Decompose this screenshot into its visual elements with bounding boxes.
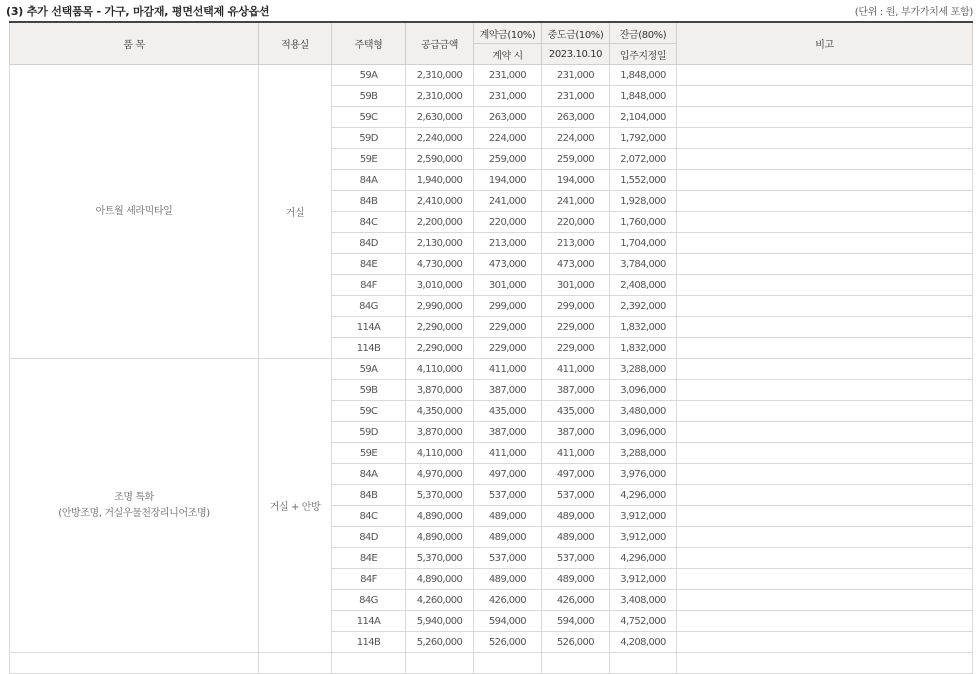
- unit-note: (단위 : 원, 부가가치세 포함): [854, 7, 973, 18]
- middle-cell: 537,000: [542, 548, 610, 569]
- middle-cell: 231,000: [542, 86, 610, 107]
- supply-cell: 2,590,000: [406, 149, 474, 170]
- col-subheader-middle: 2023.10.10: [542, 44, 610, 65]
- balance-cell: 1,760,000: [610, 212, 677, 233]
- note-cell: [677, 422, 973, 443]
- middle-cell: 497,000: [542, 464, 610, 485]
- middle-cell: 411,000: [542, 443, 610, 464]
- middle-cell: 411,000: [542, 359, 610, 380]
- type-cell: 59C: [332, 107, 406, 128]
- note-cell: [677, 149, 973, 170]
- note-cell: [677, 485, 973, 506]
- note-cell: [677, 254, 973, 275]
- deposit-cell: 489,000: [474, 527, 542, 548]
- type-cell: 84B: [332, 191, 406, 212]
- deposit-cell: 411,000: [474, 443, 542, 464]
- middle-cell: 489,000: [542, 506, 610, 527]
- supply-cell: 2,130,000: [406, 233, 474, 254]
- note-cell: [677, 464, 973, 485]
- middle-cell: 489,000: [542, 527, 610, 548]
- balance-cell: 1,848,000: [610, 86, 677, 107]
- deposit-cell: 259,000: [474, 149, 542, 170]
- item-name: 아트월 세라믹타일: [95, 205, 173, 217]
- empty-cell: [332, 653, 406, 674]
- type-cell: 114A: [332, 317, 406, 338]
- type-cell: 59B: [332, 380, 406, 401]
- room-cell: 거실 + 안방: [259, 359, 332, 653]
- supply-cell: 5,370,000: [406, 485, 474, 506]
- deposit-cell: 220,000: [474, 212, 542, 233]
- type-cell: 84A: [332, 170, 406, 191]
- type-cell: 84F: [332, 569, 406, 590]
- supply-cell: 2,630,000: [406, 107, 474, 128]
- balance-cell: 3,288,000: [610, 359, 677, 380]
- type-cell: 114A: [332, 611, 406, 632]
- note-cell: [677, 380, 973, 401]
- deposit-cell: 594,000: [474, 611, 542, 632]
- type-cell: 84A: [332, 464, 406, 485]
- note-cell: [677, 569, 973, 590]
- supply-cell: 4,970,000: [406, 464, 474, 485]
- deposit-cell: 229,000: [474, 338, 542, 359]
- type-cell: 84C: [332, 212, 406, 233]
- col-header-item: 품 목: [10, 22, 259, 65]
- table-header: [10, 22, 973, 65]
- col-header-middle: 중도금(10%): [542, 22, 610, 44]
- middle-cell: 387,000: [542, 422, 610, 443]
- type-cell: 59A: [332, 359, 406, 380]
- balance-cell: 1,552,000: [610, 170, 677, 191]
- middle-cell: 301,000: [542, 275, 610, 296]
- supply-cell: 2,990,000: [406, 296, 474, 317]
- note-cell: [677, 275, 973, 296]
- middle-cell: 213,000: [542, 233, 610, 254]
- item-subname: (안방조명, 거실우물천장리니어조명): [58, 507, 210, 519]
- type-cell: 59B: [332, 86, 406, 107]
- table-body: [10, 65, 973, 674]
- note-cell: [677, 632, 973, 653]
- middle-cell: 387,000: [542, 380, 610, 401]
- balance-cell: 3,784,000: [610, 254, 677, 275]
- type-cell: 84E: [332, 548, 406, 569]
- balance-cell: 4,752,000: [610, 611, 677, 632]
- table-row: [10, 653, 973, 674]
- middle-cell: 426,000: [542, 590, 610, 611]
- type-cell: 59A: [332, 65, 406, 86]
- section-header: [0, 0, 979, 20]
- supply-cell: 2,310,000: [406, 65, 474, 86]
- note-cell: [677, 338, 973, 359]
- supply-cell: 4,890,000: [406, 569, 474, 590]
- note-cell: [677, 359, 973, 380]
- col-subheader-balance: 입주지정일: [610, 44, 677, 65]
- empty-cell: [474, 653, 542, 674]
- deposit-cell: 213,000: [474, 233, 542, 254]
- supply-cell: 2,290,000: [406, 317, 474, 338]
- balance-cell: 1,928,000: [610, 191, 677, 212]
- type-cell: 84G: [332, 590, 406, 611]
- supply-cell: 4,350,000: [406, 401, 474, 422]
- note-cell: [677, 191, 973, 212]
- type-cell: 59E: [332, 149, 406, 170]
- item-name: 조명 특화: [114, 491, 154, 503]
- balance-cell: 3,408,000: [610, 590, 677, 611]
- note-cell: [677, 128, 973, 149]
- supply-cell: 1,940,000: [406, 170, 474, 191]
- type-cell: 84B: [332, 485, 406, 506]
- note-cell: [677, 527, 973, 548]
- balance-cell: 3,912,000: [610, 569, 677, 590]
- supply-cell: 3,870,000: [406, 422, 474, 443]
- middle-cell: 259,000: [542, 149, 610, 170]
- middle-cell: 194,000: [542, 170, 610, 191]
- type-cell: 84C: [332, 506, 406, 527]
- middle-cell: 489,000: [542, 569, 610, 590]
- supply-cell: 4,260,000: [406, 590, 474, 611]
- middle-cell: 229,000: [542, 317, 610, 338]
- item-name-cell: [10, 359, 259, 653]
- col-header-room: 적용실: [259, 22, 332, 65]
- note-cell: [677, 611, 973, 632]
- empty-cell: [406, 653, 474, 674]
- balance-cell: 3,096,000: [610, 380, 677, 401]
- deposit-cell: 241,000: [474, 191, 542, 212]
- middle-cell: 224,000: [542, 128, 610, 149]
- note-cell: [677, 548, 973, 569]
- deposit-cell: 426,000: [474, 590, 542, 611]
- supply-cell: 4,730,000: [406, 254, 474, 275]
- note-cell: [677, 443, 973, 464]
- middle-cell: 526,000: [542, 632, 610, 653]
- note-cell: [677, 506, 973, 527]
- option-price-table: [9, 21, 973, 674]
- note-cell: [677, 401, 973, 422]
- type-cell: 59D: [332, 422, 406, 443]
- middle-cell: 241,000: [542, 191, 610, 212]
- table-row: [10, 65, 973, 86]
- deposit-cell: 263,000: [474, 107, 542, 128]
- deposit-cell: 497,000: [474, 464, 542, 485]
- supply-cell: 2,240,000: [406, 128, 474, 149]
- deposit-cell: 387,000: [474, 380, 542, 401]
- supply-cell: 5,940,000: [406, 611, 474, 632]
- deposit-cell: 387,000: [474, 422, 542, 443]
- type-cell: 114B: [332, 338, 406, 359]
- middle-cell: 299,000: [542, 296, 610, 317]
- deposit-cell: 231,000: [474, 65, 542, 86]
- supply-cell: 5,260,000: [406, 632, 474, 653]
- deposit-cell: 435,000: [474, 401, 542, 422]
- type-cell: 84F: [332, 275, 406, 296]
- note-cell: [677, 107, 973, 128]
- type-cell: 84G: [332, 296, 406, 317]
- col-header-note: 비고: [677, 22, 973, 65]
- note-cell: [677, 296, 973, 317]
- balance-cell: 2,104,000: [610, 107, 677, 128]
- col-header-type: 주택형: [332, 22, 406, 65]
- note-cell: [677, 212, 973, 233]
- col-header-deposit: 계약금(10%): [474, 22, 542, 44]
- deposit-cell: 537,000: [474, 548, 542, 569]
- middle-cell: 231,000: [542, 65, 610, 86]
- middle-cell: 435,000: [542, 401, 610, 422]
- deposit-cell: 229,000: [474, 317, 542, 338]
- balance-cell: 4,208,000: [610, 632, 677, 653]
- table-row: [10, 359, 973, 380]
- note-cell: [677, 65, 973, 86]
- supply-cell: 4,890,000: [406, 527, 474, 548]
- supply-cell: 2,200,000: [406, 212, 474, 233]
- deposit-cell: 411,000: [474, 359, 542, 380]
- middle-cell: 473,000: [542, 254, 610, 275]
- deposit-cell: 194,000: [474, 170, 542, 191]
- supply-cell: 2,410,000: [406, 191, 474, 212]
- deposit-cell: 489,000: [474, 506, 542, 527]
- middle-cell: 220,000: [542, 212, 610, 233]
- balance-cell: 3,912,000: [610, 506, 677, 527]
- supply-cell: 4,110,000: [406, 443, 474, 464]
- note-cell: [677, 233, 973, 254]
- middle-cell: 263,000: [542, 107, 610, 128]
- empty-cell: [10, 653, 259, 674]
- type-cell: 59C: [332, 401, 406, 422]
- supply-cell: 2,310,000: [406, 86, 474, 107]
- balance-cell: 3,288,000: [610, 443, 677, 464]
- balance-cell: 2,072,000: [610, 149, 677, 170]
- section-title: (3) 추가 선택품목 - 가구, 마감재, 평면선택제 유상옵션: [6, 5, 270, 18]
- supply-cell: 5,370,000: [406, 548, 474, 569]
- deposit-cell: 231,000: [474, 86, 542, 107]
- balance-cell: 3,912,000: [610, 527, 677, 548]
- deposit-cell: 299,000: [474, 296, 542, 317]
- balance-cell: 1,832,000: [610, 317, 677, 338]
- deposit-cell: 224,000: [474, 128, 542, 149]
- middle-cell: 229,000: [542, 338, 610, 359]
- item-name-cell: [10, 65, 259, 359]
- balance-cell: 4,296,000: [610, 485, 677, 506]
- col-header-balance: 잔금(80%): [610, 22, 677, 44]
- middle-cell: 594,000: [542, 611, 610, 632]
- type-cell: 84D: [332, 527, 406, 548]
- middle-cell: 537,000: [542, 485, 610, 506]
- balance-cell: 4,296,000: [610, 548, 677, 569]
- col-subheader-deposit: 계약 시: [474, 44, 542, 65]
- balance-cell: 1,832,000: [610, 338, 677, 359]
- supply-cell: 3,010,000: [406, 275, 474, 296]
- deposit-cell: 537,000: [474, 485, 542, 506]
- empty-cell: [259, 653, 332, 674]
- deposit-cell: 473,000: [474, 254, 542, 275]
- balance-cell: 3,976,000: [610, 464, 677, 485]
- empty-cell: [610, 653, 677, 674]
- supply-cell: 4,890,000: [406, 506, 474, 527]
- type-cell: 114B: [332, 632, 406, 653]
- type-cell: 84E: [332, 254, 406, 275]
- deposit-cell: 489,000: [474, 569, 542, 590]
- balance-cell: 3,096,000: [610, 422, 677, 443]
- empty-cell: [542, 653, 610, 674]
- balance-cell: 1,848,000: [610, 65, 677, 86]
- deposit-cell: 526,000: [474, 632, 542, 653]
- empty-cell: [677, 653, 973, 674]
- supply-cell: 3,870,000: [406, 380, 474, 401]
- balance-cell: 2,392,000: [610, 296, 677, 317]
- supply-cell: 2,290,000: [406, 338, 474, 359]
- note-cell: [677, 590, 973, 611]
- note-cell: [677, 317, 973, 338]
- type-cell: 84D: [332, 233, 406, 254]
- balance-cell: 3,480,000: [610, 401, 677, 422]
- note-cell: [677, 86, 973, 107]
- type-cell: 59E: [332, 443, 406, 464]
- note-cell: [677, 170, 973, 191]
- type-cell: 59D: [332, 128, 406, 149]
- balance-cell: 2,408,000: [610, 275, 677, 296]
- col-header-supply: 공급금액: [406, 22, 474, 65]
- balance-cell: 1,704,000: [610, 233, 677, 254]
- supply-cell: 4,110,000: [406, 359, 474, 380]
- balance-cell: 1,792,000: [610, 128, 677, 149]
- room-cell: 거실: [259, 65, 332, 359]
- deposit-cell: 301,000: [474, 275, 542, 296]
